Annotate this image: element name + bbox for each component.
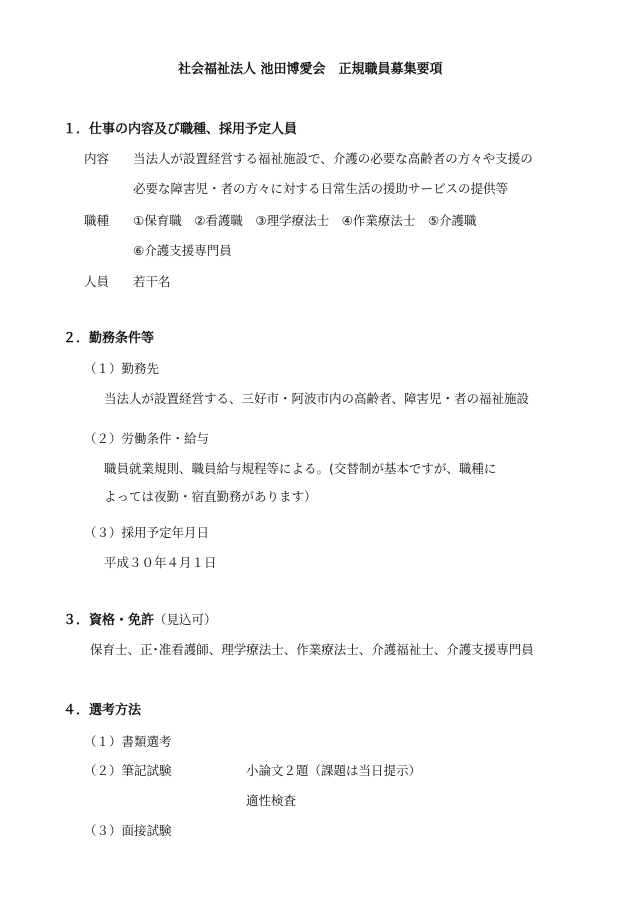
mensetsu-label: （３）面接試験 [84,823,172,838]
section-4-heading: ４．選考方法 [63,703,142,718]
section-1-heading: １．仕事の内容及び職種、採用予定人員 [63,122,298,137]
kinmusaki-line-1: 当法人が設置経営する、三好市・阿波市内の高齢者、障害児・者の福祉施設 [104,391,530,406]
shokushu-label: 職種 [84,213,110,228]
naiyou-line-2: 必要な障害児・者の方々に対する日常生活の援助サービスの提供等 [133,181,509,196]
page-title: 社会福祉法人 池田博愛会 正規職員募集要項 [178,62,443,77]
jinin-label: 人員 [84,274,110,289]
hikki-detail-2: 適性検査 [246,793,297,808]
shokushu-line-1: ①保育職 ②看護職 ③理学療法士 ④作業療法士 ⑤介護職 [133,213,477,228]
section-2-heading: ２．勤務条件等 [63,331,155,346]
kinmusaki-label: （１）勤務先 [84,361,160,376]
jinin-value: 若干名 [133,274,171,289]
roudou-label: （２）労働条件・給与 [84,431,210,446]
saiyou-date-value: 平成３０年４月１日 [104,555,217,570]
roudou-line-1: 職員就業規則、職員給与規程等による。(交替制が基本ですが、職種に [104,461,497,476]
naiyou-line-1: 当法人が設置経営する福祉施設で、介護の必要な高齢者の方々や支援の [133,151,533,166]
section-3-heading-text: ３．資格・免許 [63,613,155,628]
section-3-heading-note: （見込可） [154,612,217,627]
shorui-label: （１）書類選考 [84,734,172,749]
saiyou-date-label: （３）採用予定年月日 [84,525,210,540]
naiyou-label: 内容 [84,151,110,166]
hikki-label: （２）筆記試験 [84,763,172,778]
roudou-line-2: よっては夜勤・宿直勤務があります） [104,489,317,504]
shokushu-line-2: ⑥介護支援専門員 [133,243,232,258]
hikki-detail-1: 小論文２題（課題は当日提示） [246,763,422,778]
section-3-heading [63,612,217,629]
shikaku-line-1: 保育士、正･准看護師、理学療法士、作業療法士、介護福祉士、介護支援専門員 [90,642,534,657]
